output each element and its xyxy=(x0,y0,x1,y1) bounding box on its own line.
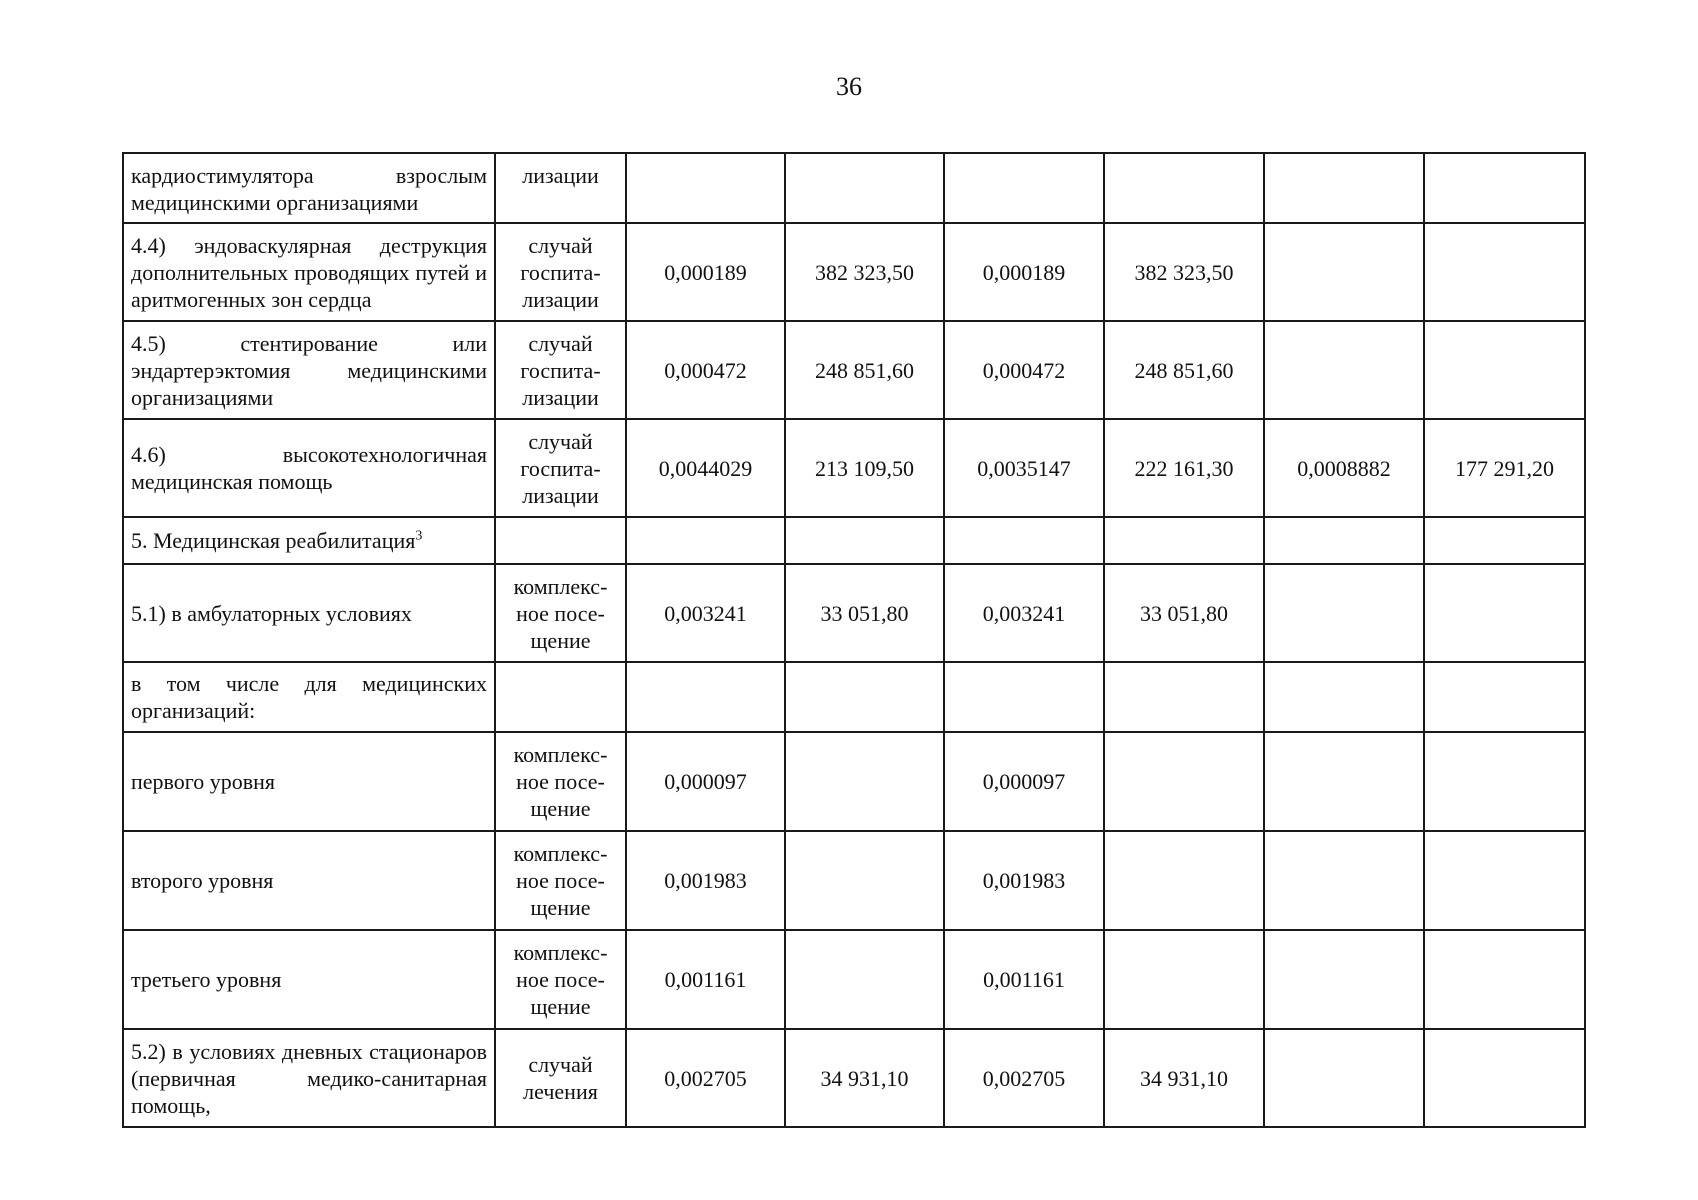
value-cell xyxy=(626,517,785,564)
value-cell: 0,0008882 xyxy=(1264,419,1424,517)
page-number: 36 xyxy=(836,72,862,101)
value-cell xyxy=(1104,662,1264,732)
value-cell: 177 291,20 xyxy=(1424,419,1585,517)
row-unit-cell: случай госпита-лизации xyxy=(495,223,626,321)
value-cell: 0,001161 xyxy=(626,930,785,1029)
table-row xyxy=(123,517,1585,564)
value-cell: 0,001161 xyxy=(944,930,1104,1029)
row-name-cell: второго уровня xyxy=(123,831,495,930)
value-cell xyxy=(1424,564,1585,662)
value-cell xyxy=(1264,831,1424,930)
value-cell xyxy=(944,517,1104,564)
value-cell xyxy=(785,732,944,831)
row-unit-cell xyxy=(495,517,626,564)
value-cell xyxy=(1424,1029,1585,1127)
value-cell xyxy=(1104,517,1264,564)
row-unit-cell: комплекс-ное посе-щение xyxy=(495,564,626,662)
value-cell xyxy=(785,153,944,223)
value-cell: 382 323,50 xyxy=(1104,223,1264,321)
value-cell xyxy=(1104,930,1264,1029)
value-cell: 382 323,50 xyxy=(785,223,944,321)
row-name-cell: первого уровня xyxy=(123,732,495,831)
value-cell xyxy=(944,662,1104,732)
footnote-marker: 3 xyxy=(415,528,423,544)
value-cell xyxy=(1264,930,1424,1029)
value-cell xyxy=(1104,153,1264,223)
value-cell xyxy=(785,831,944,930)
value-cell xyxy=(1104,732,1264,831)
row-unit-cell: случай лечения xyxy=(495,1029,626,1127)
medical-norms-table xyxy=(122,152,1586,1128)
value-cell: 0,000097 xyxy=(944,732,1104,831)
row-unit-cell: комплекс-ное посе-щение xyxy=(495,732,626,831)
value-cell xyxy=(944,153,1104,223)
value-cell: 0,001983 xyxy=(626,831,785,930)
value-cell: 0,001983 xyxy=(944,831,1104,930)
value-cell: 0,000472 xyxy=(944,321,1104,419)
value-cell: 0,000097 xyxy=(626,732,785,831)
row-name-cell: в том числе для медицинских организаций: xyxy=(123,662,495,732)
value-cell: 248 851,60 xyxy=(785,321,944,419)
value-cell xyxy=(1264,1029,1424,1127)
value-cell xyxy=(785,517,944,564)
row-name-cell xyxy=(123,517,495,564)
table-row xyxy=(123,930,1585,1029)
value-cell xyxy=(1264,223,1424,321)
value-cell xyxy=(1424,831,1585,930)
row-name-cell: кардиостимулятора взрослым медицинскими организациями xyxy=(123,153,495,223)
row-name-cell: 5.1) в амбулаторных условиях xyxy=(123,564,495,662)
value-cell xyxy=(1424,662,1585,732)
value-cell: 33 051,80 xyxy=(1104,564,1264,662)
value-cell: 213 109,50 xyxy=(785,419,944,517)
table-row xyxy=(123,1029,1585,1127)
row-unit-cell: случай госпита-лизации xyxy=(495,321,626,419)
value-cell xyxy=(626,153,785,223)
value-cell: 0,002705 xyxy=(944,1029,1104,1127)
value-cell xyxy=(626,662,785,732)
row-unit-cell xyxy=(495,662,626,732)
value-cell xyxy=(1264,732,1424,831)
value-cell xyxy=(1264,662,1424,732)
row-unit-cell: комплекс-ное посе-щение xyxy=(495,831,626,930)
value-cell xyxy=(1424,517,1585,564)
value-cell xyxy=(1264,564,1424,662)
row-unit-cell: лизации xyxy=(495,153,626,223)
table-row xyxy=(123,419,1585,517)
row-name-cell: 4.5) стентирование или эндартерэктомия медицинскими организациями xyxy=(123,321,495,419)
section-title: 5. Медицинская реабилитация xyxy=(131,528,416,553)
value-cell xyxy=(1424,930,1585,1029)
value-cell: 248 851,60 xyxy=(1104,321,1264,419)
row-unit-cell: комплекс-ное посе-щение xyxy=(495,930,626,1029)
value-cell: 0,002705 xyxy=(626,1029,785,1127)
table-row xyxy=(123,662,1585,732)
table-row xyxy=(123,732,1585,831)
value-cell: 34 931,10 xyxy=(1104,1029,1264,1127)
value-cell: 222 161,30 xyxy=(1104,419,1264,517)
value-cell: 34 931,10 xyxy=(785,1029,944,1127)
value-cell: 0,0044029 xyxy=(626,419,785,517)
value-cell xyxy=(1264,321,1424,419)
row-unit-cell: случай госпита-лизации xyxy=(495,419,626,517)
value-cell xyxy=(1424,223,1585,321)
row-name-cell: 4.4) эндоваскулярная деструкция дополнительных проводящих путей и аритмогенных зон сердца xyxy=(123,223,495,321)
value-cell xyxy=(1264,153,1424,223)
table-row xyxy=(123,153,1585,223)
value-cell xyxy=(1424,732,1585,831)
value-cell: 0,000189 xyxy=(944,223,1104,321)
value-cell: 0,000472 xyxy=(626,321,785,419)
value-cell: 0,003241 xyxy=(944,564,1104,662)
table-row xyxy=(123,831,1585,930)
value-cell xyxy=(1424,321,1585,419)
value-cell xyxy=(785,662,944,732)
row-name-cell: 4.6) высокотехнологичная медицинская помощь xyxy=(123,419,495,517)
value-cell: 33 051,80 xyxy=(785,564,944,662)
value-cell xyxy=(785,930,944,1029)
value-cell xyxy=(1104,831,1264,930)
value-cell xyxy=(1424,153,1585,223)
value-cell xyxy=(1264,517,1424,564)
row-name-cell: третьего уровня xyxy=(123,930,495,1029)
value-cell: 0,003241 xyxy=(626,564,785,662)
value-cell: 0,0035147 xyxy=(944,419,1104,517)
table-row xyxy=(123,564,1585,662)
value-cell: 0,000189 xyxy=(626,223,785,321)
table-row xyxy=(123,223,1585,321)
table-row xyxy=(123,321,1585,419)
row-name-cell: 5.2) в условиях дневных стационаров (первичная медико-санитарная помощь, xyxy=(123,1029,495,1127)
